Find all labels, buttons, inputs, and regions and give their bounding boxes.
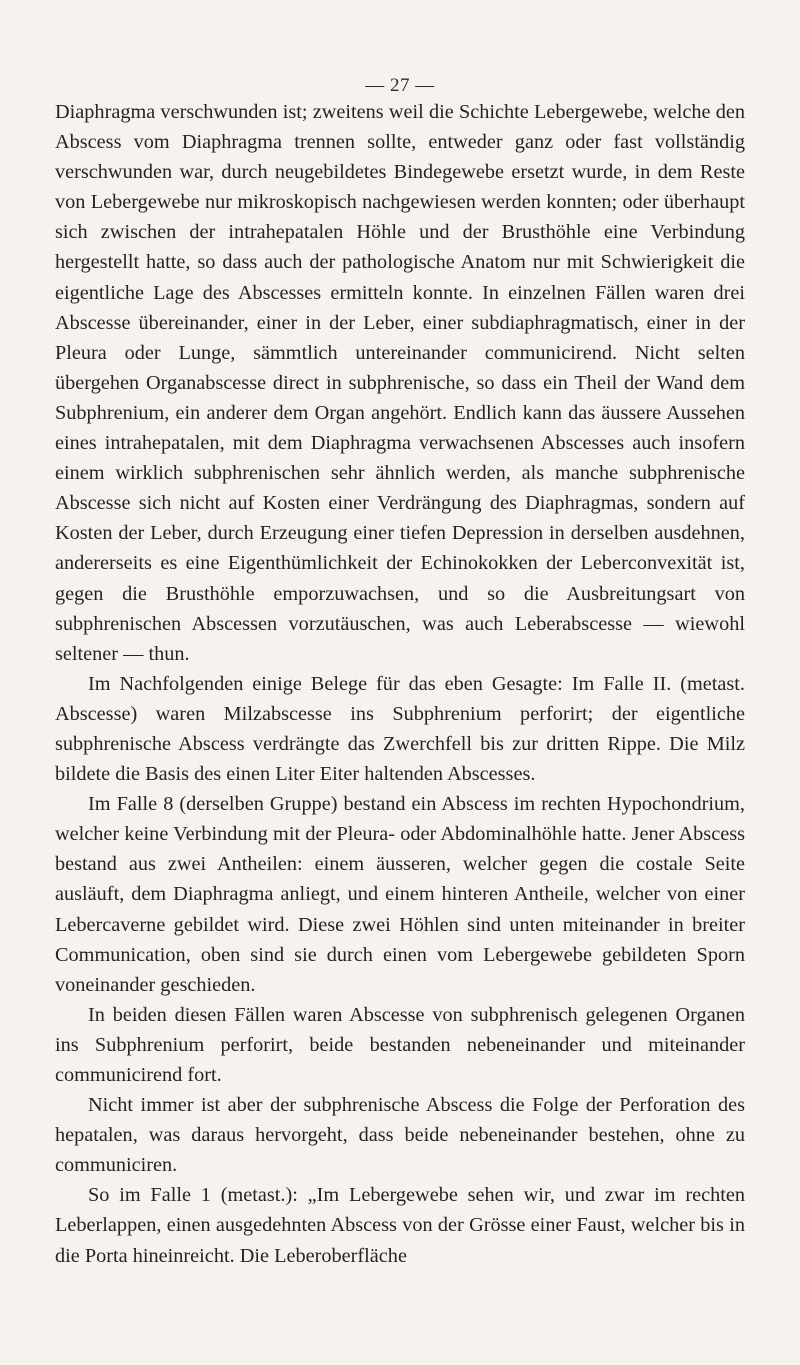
paragraph-continuation: Diaphragma verschwunden ist; zweitens weil die Schichte Lebergewebe, welche den Abscess vom Diaphragma trennen sollte, entweder ganz oder fast vollständig verschwunden war, durch neugebildetes Bindegewebe ersetzt wurde, in dem Reste von Lebergewebe nur mikroskopisch nachgewiesen werden konnten; oder überhaupt sich zwischen der intrahepatalen Höhle und der Brusthöhle eine Verbindung hergestellt hatte, so dass auch der pathologische Anatom nur mit Schwierigkeit die eigentliche Lage des Abscesses ermitteln konnte. In einzelnen Fällen waren drei Abscesse übereinander, einer in der Leber, einer subdiaphragmatisch, einer in der Pleura oder Lunge, sämmtlich untereinander communicirend. Nicht selten übergehen Organabscesse direct in subphrenische, so dass ein Theil der Wand dem Subphrenium, ein anderer dem Organ angehört. Endlich kann das äussere Aussehen eines intrahepatalen, mit dem Diaphragma verwachsenen Abscesses auch insofern einem wirklich subphrenischen sehr ähnlich werden, als manche subphrenische Abscesse sich nicht auf Kosten einer Verdrängung des Diaphragmas, sondern auf Kosten der Leber, durch Erzeugung einer tiefen Depression in derselben ausdehnen, andererseits es eine Eigenthümlichkeit der Echinokokken der Leberconvexität ist, gegen die Brusthöhle emporzuwachsen, und so die Ausbreitungsart von subphrenischen Abscessen vorzutäuschen, was auch Leberabscesse — wiewohl seltener — thun. bbox=[55, 101, 745, 665]
paragraph: Im Falle 8 (derselben Gruppe) bestand ein Abscess im rechten Hypochondrium, welcher keine Verbindung mit der Pleura- oder Abdominalhöhle hatte. Jener Abscess bestand aus zwei Antheilen: einem äusseren, welcher gegen die costale Seite ausläuft, dem Diaphragma anliegt, und einem hinteren Antheile, welcher von einer Lebercaverne gebildet wird. Diese zwei Höhlen sind unten miteinander in breiter Communication, oben sind sie durch einen vom Lebergewebe gebildeten Sporn voneinander geschieden. bbox=[55, 793, 745, 996]
paragraph: So im Falle 1 (metast.): „Im Lebergewebe sehen wir, und zwar im rechten Leberlappen, einen ausgedehnten Abscess von der Grösse einer Faust, welcher bis in die Porta hineinreicht. Die Leberoberfläche bbox=[55, 1184, 745, 1267]
document-page bbox=[55, 0, 745, 1365]
body-text bbox=[55, 97, 745, 1271]
paragraph: In beiden diesen Fällen waren Abscesse von subphrenisch gelegenen Organen ins Subphrenium perforirt, beide bestanden nebeneinander und miteinander communicirend fort. bbox=[55, 1003, 745, 1086]
paragraph: Nicht immer ist aber der subphrenische Abscess die Folge der Perforation des hepatalen, was daraus hervorgeht, dass beide nebeneinander bestehen, ohne zu communiciren. bbox=[55, 1094, 745, 1177]
page-number: — 27 — bbox=[365, 75, 435, 96]
paragraph: Im Nachfolgenden einige Belege für das eben Gesagte: Im Falle II. (metast. Abscesse) waren Milzabscesse ins Subphrenium perforirt; der eigentliche subphrenische Abscess verdrängte das Zwerchfell bis zur dritten Rippe. Die Milz bildete die Basis des einen Liter Eiter haltenden Abscesses. bbox=[55, 672, 745, 786]
